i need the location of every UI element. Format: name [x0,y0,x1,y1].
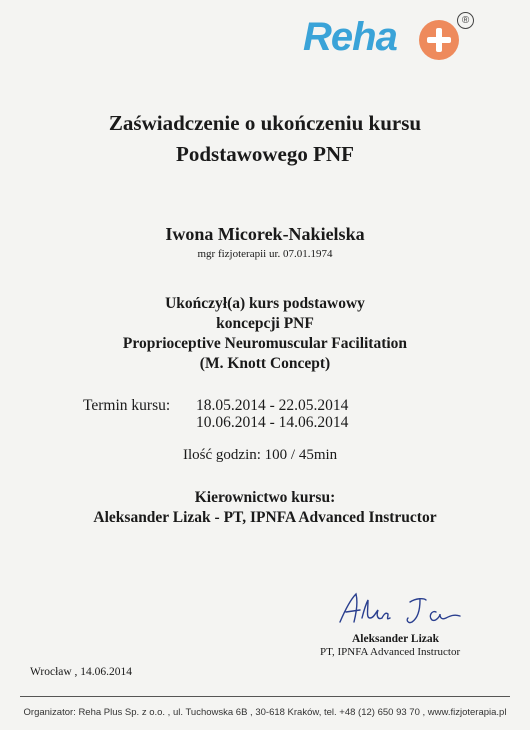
management-person: Aleksander Lizak - PT, IPNFA Advanced Instructor [93,509,437,526]
handwritten-signature [336,588,468,632]
term-date-2: 10.06.2014 - 14.06.2014 [196,414,349,431]
place-and-date: Wrocław , 14.06.2014 [30,666,133,678]
recipient-name: Iwona Micorek-Nakielska [165,224,365,244]
registered-mark: ® [457,12,474,29]
footer-organizer: Organizator: Reha Plus Sp. z o.o. , ul. Tuchowska 6B , 30-618 Kraków, tel. +48 (12) 650 93 70 , www.fizjoterapia.pl [23,707,507,718]
footer-divider [20,696,510,697]
reha-plus-logo [303,12,473,68]
course-line1: Ukończył(a) kurs podstawowy [165,295,365,312]
signatory-name: Aleksander Lizak [352,633,440,645]
certificate-title-line1: Zaświadczenie o ukończeniu kursu [108,111,422,135]
plus-icon [419,20,459,60]
signatory-title: PT, IPNFA Advanced Instructor [320,646,461,658]
logo-text: Reha [303,15,397,59]
term-label: Termin kursu: [83,397,171,414]
management-heading: Kierownictwo kursu: [194,489,336,506]
course-hours: Ilość godzin: 100 / 45min [183,447,338,463]
certificate-title-line2: Podstawowego PNF [176,142,354,166]
course-line4: (M. Knott Concept) [199,355,331,372]
term-date-1: 18.05.2014 - 22.05.2014 [196,397,349,414]
course-line2: koncepcji PNF [216,315,314,332]
recipient-details: mgr fizjoterapii ur. 07.01.1974 [197,248,333,260]
course-line3: Proprioceptive Neuromuscular Facilitation [122,335,408,352]
